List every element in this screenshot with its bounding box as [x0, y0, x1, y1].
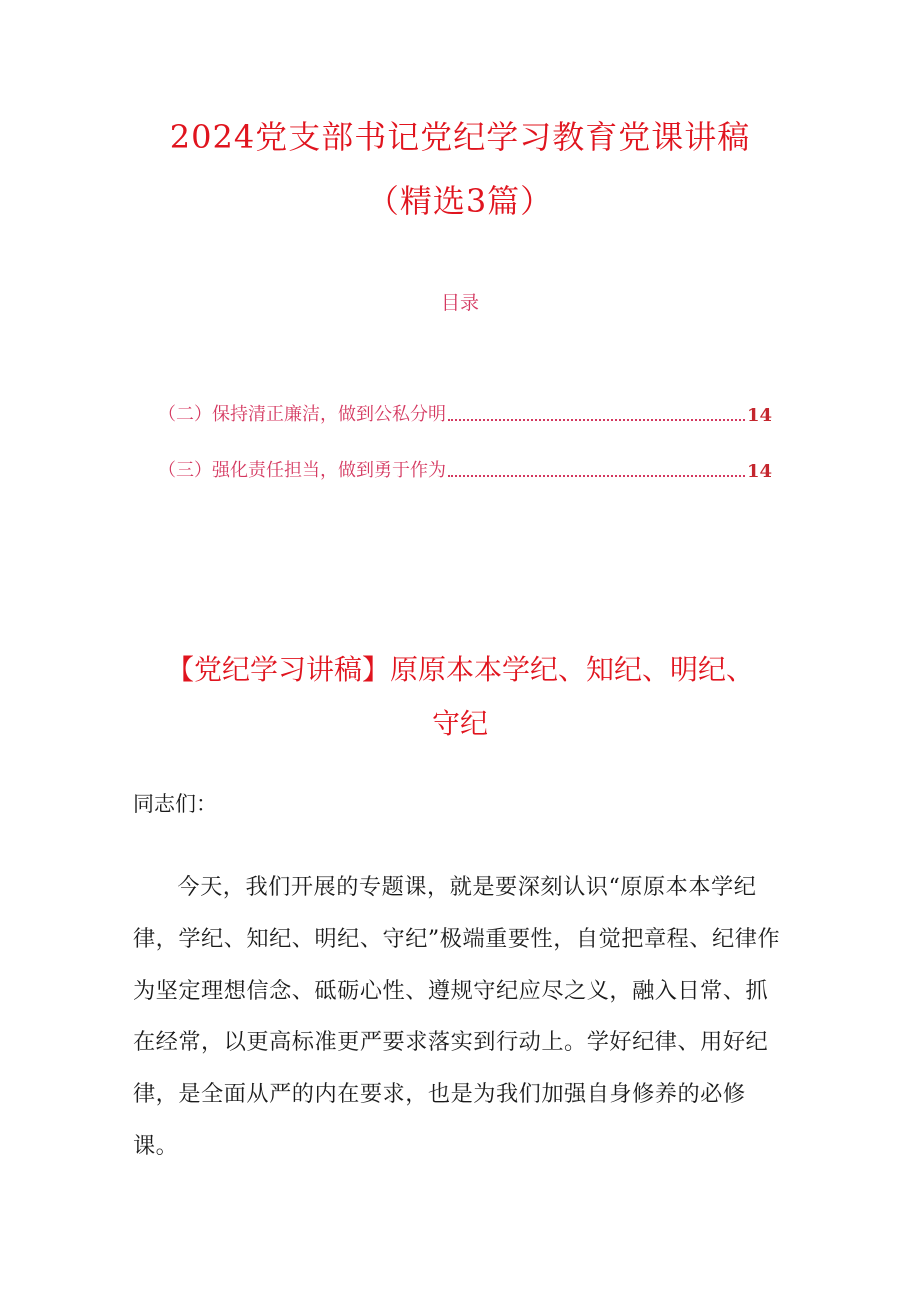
toc-page-number: 14	[746, 405, 772, 426]
toc-entry-label: （二）保持清正廉洁，做到公私分明	[158, 404, 446, 425]
toc-heading: 目录	[440, 292, 479, 314]
toc-entry[interactable]	[158, 456, 772, 482]
toc-entry[interactable]	[158, 400, 772, 426]
body-paragraph: 今天，我们开展的专题课，就是要深刻认识“原原本本学纪律，学纪、知纪、明纪、守纪”极端重要性，自觉把章程、纪律作为坚定理想信念、砥砺心性、遵规守纪应尽之义，融入日常、抓在经常，以更高标准更严要求落实到行动上。学好纪律、用好纪律，是全面从严的内在要求，也是为我们加强自身修养的必修课。	[133, 874, 781, 1159]
document-subtitle: （精选3篇）	[366, 182, 554, 220]
toc-dot-leader	[448, 419, 745, 421]
section-title-continued: 守纪	[431, 707, 488, 740]
document-title: 2024党支部书记党纪学习教育党课讲稿	[169, 118, 751, 156]
toc-dot-leader	[448, 475, 745, 477]
toc-entry-label: （三）强化责任担当，做到勇于作为	[158, 460, 446, 481]
toc-page-number: 14	[746, 461, 772, 482]
salutation: 同志们：	[133, 792, 217, 816]
section-title: 【党纪学习讲稿】原原本本学纪、知纪、明纪、	[165, 653, 754, 686]
